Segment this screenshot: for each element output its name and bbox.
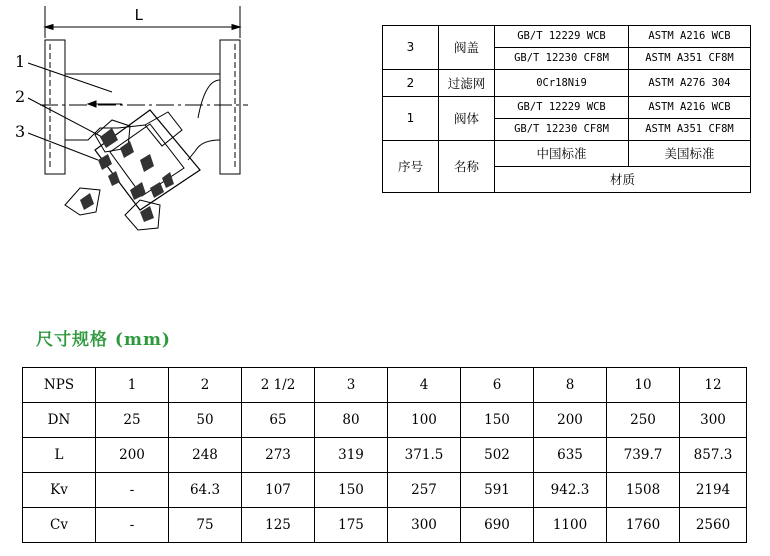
table-row [23,438,747,473]
header-no: 序号 [383,141,439,193]
dimensions-table [22,367,747,543]
table-cell: 1100 [534,508,607,543]
table-cell: 1 [96,368,169,403]
table-cell: 300 [388,508,461,543]
table-cell: - [96,473,169,508]
y-strainer-drawing [0,0,260,250]
header-us-standard: 美国标准 [629,141,751,167]
spec-title: 尺寸规格 (mm) [36,330,171,350]
table-cell: 690 [461,508,534,543]
table-cell: 635 [534,438,607,473]
table-cell: 12 [680,368,747,403]
table-cell: 739.7 [607,438,680,473]
part-no: 1 [383,97,439,141]
table-cell: 80 [315,403,388,438]
cn-standard: GB/T 12229 WCB [495,26,629,48]
table-cell: 257 [388,473,461,508]
table-cell: 591 [461,473,534,508]
table-cell: - [96,508,169,543]
table-cell: 2 [169,368,242,403]
cn-standard: GB/T 12229 WCB [495,97,629,119]
table-cell: 2 1/2 [242,368,315,403]
table-cell: 319 [315,438,388,473]
table-cell: 248 [169,438,242,473]
us-standard: ASTM A276 304 [629,70,751,97]
callout-2: 2 [15,87,26,106]
table-row [23,403,747,438]
table-cell: 3 [315,368,388,403]
row-label: Cv [23,508,96,543]
header-cn-standard: 中国标准 [495,141,629,167]
cn-standard: 0Cr18Ni9 [495,70,629,97]
part-no: 2 [383,70,439,97]
table-cell: 64.3 [169,473,242,508]
table-cell: 65 [242,403,315,438]
part-name: 阀体 [439,97,495,141]
table-row [23,473,747,508]
part-name: 过滤网 [439,70,495,97]
material-row [383,97,751,119]
table-cell: 942.3 [534,473,607,508]
us-standard: ASTM A216 WCB [629,97,751,119]
table-cell: 4 [388,368,461,403]
table-cell: 175 [315,508,388,543]
table-cell: 107 [242,473,315,508]
table-cell: 200 [96,438,169,473]
table-cell: 125 [242,508,315,543]
table-cell: 2194 [680,473,747,508]
header-name: 名称 [439,141,495,193]
table-cell: 502 [461,438,534,473]
table-cell: 8 [534,368,607,403]
table-cell: 300 [680,403,747,438]
materials-table [382,25,751,193]
callout-3: 3 [15,122,26,141]
table-cell: 25 [96,403,169,438]
row-label: DN [23,403,96,438]
material-row [383,70,751,97]
table-cell: 150 [315,473,388,508]
dimension-label: L [134,6,144,24]
us-standard: ASTM A351 CF8M [629,48,751,70]
table-cell: 1508 [607,473,680,508]
part-no: 3 [383,26,439,70]
table-cell: 857.3 [680,438,747,473]
header-material: 材质 [495,167,751,193]
table-cell: 75 [169,508,242,543]
table-cell: 2560 [680,508,747,543]
table-cell: 250 [607,403,680,438]
us-standard: ASTM A216 WCB [629,26,751,48]
table-row [23,508,747,543]
table-cell: 6 [461,368,534,403]
table-cell: 150 [461,403,534,438]
table-cell: 100 [388,403,461,438]
row-label: Kv [23,473,96,508]
callout-1: 1 [15,52,26,71]
material-row [383,26,751,48]
table-cell: 50 [169,403,242,438]
table-cell: 10 [607,368,680,403]
us-standard: ASTM A351 CF8M [629,119,751,141]
table-cell: 1760 [607,508,680,543]
row-label: L [23,438,96,473]
material-header-row [383,141,751,167]
table-cell: 371.5 [388,438,461,473]
row-label: NPS [23,368,96,403]
table-cell: 200 [534,403,607,438]
cn-standard: GB/T 12230 CF8M [495,119,629,141]
table-row [23,368,747,403]
table-cell: 273 [242,438,315,473]
part-name: 阀盖 [439,26,495,70]
cn-standard: GB/T 12230 CF8M [495,48,629,70]
